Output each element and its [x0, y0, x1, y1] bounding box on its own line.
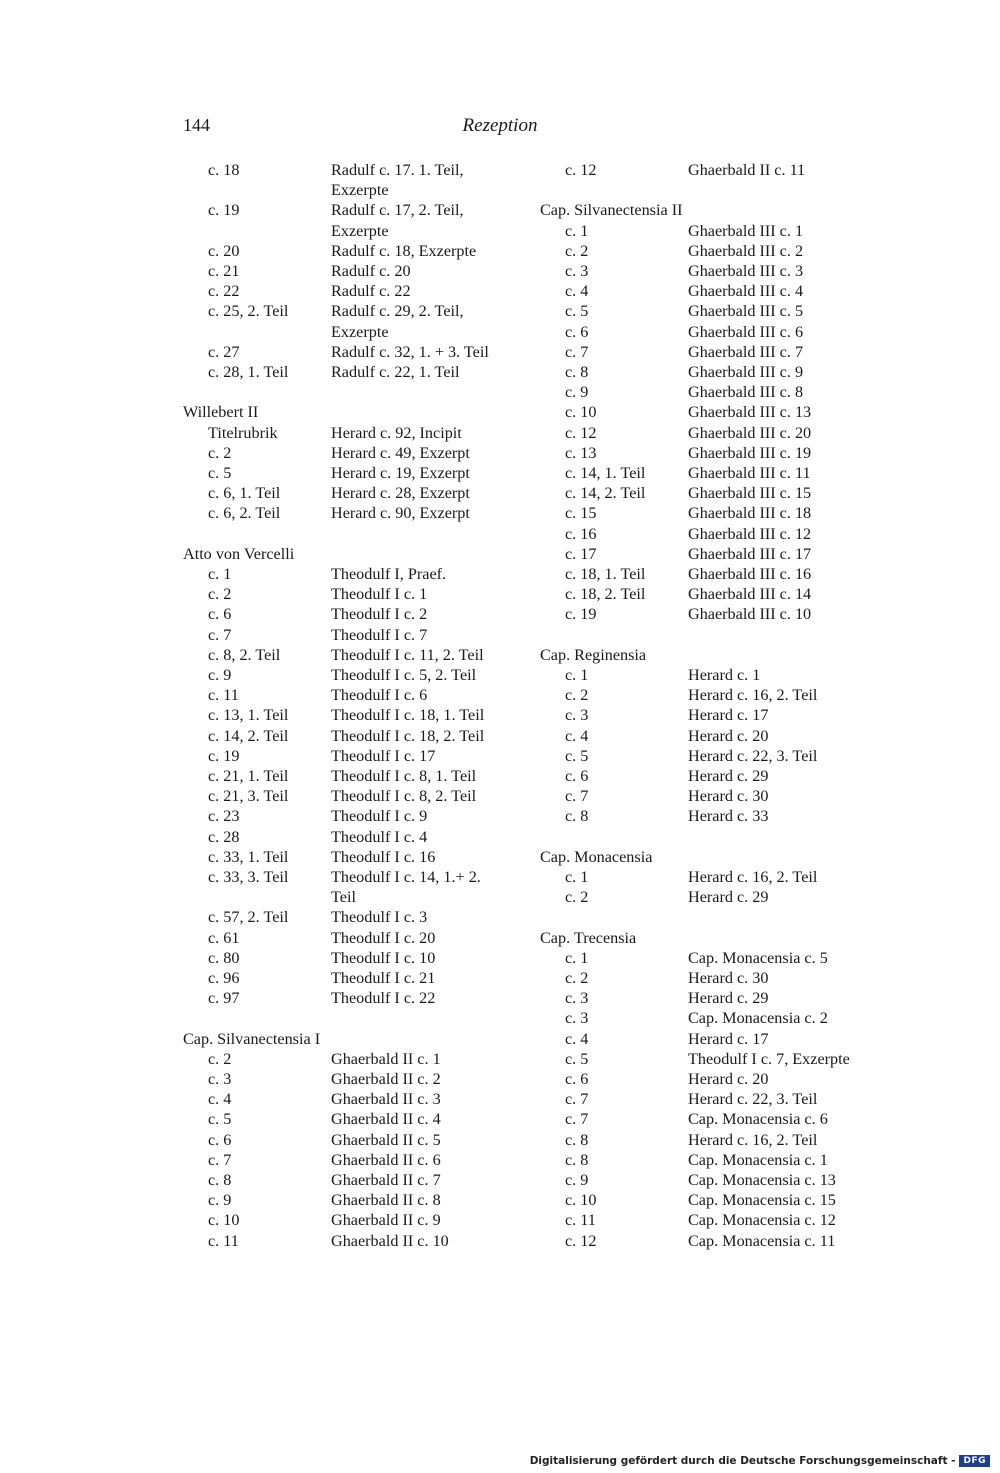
concordance-row [183, 685, 523, 705]
chapter-reference: c. 4 [565, 1029, 589, 1048]
chapter-reference: c. 2 [565, 888, 589, 907]
concordance-row [540, 726, 880, 746]
concordance-row [540, 443, 880, 463]
source-reference: Ghaerbald III c. 20 [688, 423, 812, 442]
concordance-row [540, 221, 880, 241]
concordance-row [183, 443, 523, 463]
concordance-block [540, 160, 880, 180]
concordance-row [540, 241, 880, 261]
source-reference: Herard c. 16, 2. Teil [688, 1130, 818, 1149]
chapter-reference: c. 6 [565, 322, 589, 341]
source-reference: Ghaerbald III c. 7 [688, 342, 804, 361]
source-reference: Theodulf I c. 14, 1.+ 2. Teil [331, 868, 481, 907]
concordance-row [540, 362, 880, 382]
concordance-row [540, 503, 880, 523]
right-column [540, 160, 880, 1251]
source-reference: Theodulf I c. 16 [331, 847, 436, 866]
concordance-row [540, 423, 880, 443]
chapter-reference: c. 20 [208, 241, 240, 260]
source-reference: Ghaerbald III c. 10 [688, 605, 812, 624]
concordance-row [540, 281, 880, 301]
concordance-row [183, 645, 523, 665]
source-reference: Theodulf I c. 21 [331, 969, 436, 988]
chapter-reference: c. 17 [565, 544, 597, 563]
source-reference: Ghaerbald II c. 2 [331, 1070, 441, 1089]
chapter-reference: c. 14, 2. Teil [208, 726, 289, 745]
chapter-reference: c. 18, 1. Teil [565, 565, 646, 584]
source-reference: Cap. Monacensia c. 6 [688, 1110, 828, 1129]
concordance-block [540, 928, 880, 1251]
concordance-row [183, 766, 523, 786]
concordance-row [183, 806, 523, 826]
concordance-block [540, 645, 880, 827]
concordance-row [540, 806, 880, 826]
chapter-reference: c. 1 [565, 221, 589, 240]
source-reference: Theodulf I c. 7 [331, 625, 428, 644]
chapter-reference: c. 18 [208, 161, 240, 179]
concordance-row [183, 928, 523, 948]
chapter-reference: c. 8 [565, 1150, 589, 1169]
source-reference: Theodulf I c. 10 [331, 948, 436, 967]
chapter-reference: c. 7 [565, 342, 589, 361]
chapter-reference: c. 2 [565, 969, 589, 987]
source-reference: Ghaerbald II c. 1 [331, 1049, 441, 1068]
source-reference: Theodulf I c. 5, 2. Teil [331, 666, 477, 685]
source-reference: Radulf c. 17, 2. Teil, Exzerpte [331, 201, 464, 240]
concordance-row [540, 604, 880, 624]
concordance-row [183, 746, 523, 766]
concordance-row [540, 1089, 880, 1109]
source-reference: Ghaerbald III c. 19 [688, 443, 812, 462]
chapter-reference: c. 9 [565, 1171, 589, 1190]
source-reference: Herard c. 1 [688, 666, 761, 685]
source-reference: Cap. Monacensia c. 15 [688, 1191, 836, 1210]
source-reference: Ghaerbald III c. 16 [688, 565, 812, 584]
source-reference: Theodulf I c. 9 [331, 807, 428, 826]
concordance-row [540, 867, 880, 887]
concordance-row [540, 1109, 880, 1129]
block-heading: Cap. Trecensia [540, 928, 637, 947]
source-reference: Theodulf I c. 8, 1. Teil [331, 767, 477, 786]
concordance-row [183, 968, 523, 988]
concordance-row [540, 1008, 880, 1028]
chapter-reference: c. 11 [208, 1231, 239, 1250]
chapter-reference: c. 19 [208, 201, 240, 220]
source-reference: Herard c. 20 [688, 1070, 769, 1089]
source-reference: Herard c. 17 [688, 1029, 769, 1048]
source-reference: Cap. Monacensia c. 1 [688, 1150, 828, 1169]
concordance-row [183, 1150, 523, 1170]
chapter-reference: c. 96 [208, 969, 240, 988]
chapter-reference: c. 7 [565, 1090, 589, 1109]
chapter-reference: c. 57, 2. Teil [208, 908, 289, 927]
concordance-row [540, 1231, 880, 1251]
chapter-reference: c. 4 [565, 726, 589, 745]
source-reference: Radulf c. 18, Exzerpte [331, 241, 477, 260]
source-reference: Theodulf I c. 7, Exzerpte [688, 1049, 850, 1068]
source-reference: Theodulf I c. 17 [331, 746, 436, 765]
concordance-row [183, 1130, 523, 1150]
concordance-row [540, 968, 880, 988]
source-reference: Cap. Monacensia c. 2 [688, 1009, 828, 1028]
concordance-row [183, 726, 523, 746]
concordance-row [540, 564, 880, 584]
chapter-reference: c. 21 [208, 262, 240, 281]
chapter-reference: c. 9 [208, 1191, 232, 1210]
concordance-row [183, 200, 523, 240]
source-reference: Radulf c. 29, 2. Teil, Exzerpte [331, 302, 464, 341]
chapter-reference: c. 6 [208, 1130, 232, 1149]
chapter-reference: c. 16 [565, 524, 597, 543]
source-reference: Cap. Monacensia c. 12 [688, 1211, 836, 1230]
concordance-row [540, 1210, 880, 1230]
chapter-reference: c. 19 [565, 605, 597, 624]
source-reference: Theodulf I c. 18, 2. Teil [331, 726, 485, 745]
concordance-row [540, 988, 880, 1008]
chapter-reference: c. 6 [565, 1070, 589, 1089]
concordance-row [540, 301, 880, 321]
source-reference: Ghaerbald III c. 1 [688, 221, 804, 240]
concordance-row [540, 160, 880, 180]
source-reference: Theodulf I c. 18, 1. Teil [331, 706, 485, 725]
concordance-row [183, 564, 523, 584]
concordance-row [183, 423, 523, 443]
chapter-reference: c. 5 [565, 302, 589, 321]
concordance-row [540, 402, 880, 422]
footer-text: Digitalisierung gefördert durch die Deutsche Forschungsgemeinschaft - [529, 1455, 956, 1467]
chapter-reference: c. 7 [208, 1150, 232, 1169]
chapter-reference: c. 8 [565, 807, 589, 826]
chapter-reference: c. 6 [208, 605, 232, 624]
dfg-logo: DFG [959, 1455, 990, 1467]
concordance-row [183, 705, 523, 725]
concordance-row [540, 1150, 880, 1170]
chapter-reference: c. 23 [208, 807, 240, 826]
source-reference: Herard c. 92, Incipit [331, 423, 462, 442]
source-reference: Ghaerbald III c. 14 [688, 585, 812, 604]
source-reference: Cap. Monacensia c. 13 [688, 1171, 836, 1190]
source-reference: Theodulf I c. 1 [331, 585, 428, 604]
concordance-row [540, 261, 880, 281]
block-heading: Willebert II [183, 403, 259, 422]
concordance-row [183, 503, 523, 523]
chapter-reference: c. 33, 1. Teil [208, 847, 289, 866]
chapter-reference: c. 1 [565, 868, 589, 887]
concordance-row [183, 867, 523, 907]
source-reference: Herard c. 33 [688, 807, 769, 826]
concordance-row [183, 1109, 523, 1129]
concordance-block [183, 160, 523, 382]
chapter-reference: c. 2 [565, 241, 589, 260]
chapter-reference: c. 80 [208, 948, 240, 967]
chapter-reference: c. 6, 1. Teil [208, 484, 281, 503]
source-reference: Radulf c. 17. 1. Teil, Exzerpte [331, 161, 464, 200]
source-reference: Ghaerbald II c. 5 [331, 1130, 441, 1149]
chapter-reference: c. 2 [208, 1049, 232, 1068]
chapter-reference: c. 22 [208, 282, 240, 301]
chapter-reference: c. 14, 1. Teil [565, 464, 646, 483]
source-reference: Ghaerbald II c. 4 [331, 1110, 441, 1129]
source-reference: Ghaerbald III c. 18 [688, 504, 812, 523]
concordance-row [183, 342, 523, 362]
source-reference: Herard c. 22, 3. Teil [688, 746, 818, 765]
chapter-reference: c. 12 [565, 423, 597, 442]
source-reference: Theodulf I c. 4 [331, 827, 428, 846]
concordance-row [540, 322, 880, 342]
left-column [183, 160, 523, 1251]
source-reference: Herard c. 90, Exzerpt [331, 504, 470, 523]
source-reference: Ghaerbald III c. 5 [688, 302, 804, 321]
chapter-reference: c. 6, 2. Teil [208, 504, 281, 523]
chapter-reference: c. 11 [208, 686, 239, 705]
source-reference: Cap. Monacensia c. 5 [688, 948, 828, 967]
concordance-row [540, 1190, 880, 1210]
chapter-reference: c. 19 [208, 746, 240, 765]
chapter-reference: c. 7 [565, 787, 589, 806]
source-reference: Ghaerbald III c. 15 [688, 484, 812, 503]
concordance-block [540, 200, 880, 624]
source-reference: Herard c. 30 [688, 787, 769, 806]
source-reference: Ghaerbald III c. 12 [688, 524, 812, 543]
source-reference: Ghaerbald III c. 17 [688, 544, 812, 563]
concordance-row [183, 827, 523, 847]
source-reference: Herard c. 22, 3. Teil [688, 1090, 818, 1109]
source-reference: Radulf c. 22, 1. Teil [331, 363, 460, 382]
chapter-reference: c. 15 [565, 504, 597, 523]
concordance-row [540, 1069, 880, 1089]
concordance-row [183, 1231, 523, 1251]
concordance-row [540, 685, 880, 705]
chapter-reference: c. 10 [565, 403, 597, 422]
chapter-reference: c. 8, 2. Teil [208, 645, 281, 664]
concordance-row [183, 241, 523, 261]
concordance-row [183, 948, 523, 968]
source-reference: Herard c. 17 [688, 706, 769, 725]
source-reference: Ghaerbald II c. 7 [331, 1171, 441, 1190]
source-reference: Cap. Monacensia c. 11 [688, 1231, 836, 1250]
concordance-row [183, 362, 523, 382]
source-reference: Ghaerbald III c. 6 [688, 322, 804, 341]
block-heading: Cap. Monacensia [540, 847, 653, 866]
source-reference: Herard c. 49, Exzerpt [331, 443, 470, 462]
chapter-reference: c. 1 [208, 565, 232, 583]
chapter-reference: c. 2 [565, 686, 589, 705]
chapter-reference: c. 10 [565, 1191, 597, 1210]
chapter-reference: c. 5 [208, 464, 232, 483]
page-number: 144 [183, 115, 210, 135]
concordance-row [540, 1049, 880, 1069]
source-reference: Radulf c. 22 [331, 282, 411, 301]
chapter-reference: c. 4 [208, 1090, 232, 1109]
source-reference: Ghaerbald III c. 2 [688, 241, 804, 260]
source-reference: Herard c. 28, Exzerpt [331, 484, 470, 503]
chapter-reference: c. 28 [208, 827, 240, 846]
chapter-reference: c. 97 [208, 989, 240, 1008]
source-reference: Ghaerbald III c. 4 [688, 282, 804, 301]
source-reference: Theodulf I c. 20 [331, 928, 436, 947]
chapter-reference: c. 9 [565, 383, 589, 402]
concordance-row [183, 786, 523, 806]
source-reference: Herard c. 29 [688, 767, 769, 786]
concordance-row [540, 786, 880, 806]
concordance-row [183, 847, 523, 867]
chapter-reference: c. 5 [565, 746, 589, 765]
concordance-row [183, 604, 523, 624]
chapter-reference: c. 3 [565, 989, 589, 1008]
source-reference: Ghaerbald III c. 9 [688, 363, 804, 381]
concordance-row [540, 483, 880, 503]
concordance-row [540, 766, 880, 786]
chapter-reference: c. 5 [208, 1110, 232, 1129]
concordance-row [540, 746, 880, 766]
running-head: Rezeption [462, 115, 538, 136]
chapter-reference: c. 8 [208, 1171, 232, 1190]
chapter-reference: c. 27 [208, 342, 240, 361]
source-reference: Ghaerbald II c. 11 [688, 161, 806, 179]
source-reference: Herard c. 20 [688, 726, 769, 745]
source-reference: Ghaerbald III c. 13 [688, 403, 812, 422]
concordance-row [183, 988, 523, 1008]
concordance-row [183, 665, 523, 685]
chapter-reference: c. 10 [208, 1211, 240, 1230]
chapter-reference: c. 7 [565, 1110, 589, 1129]
concordance-row [183, 1210, 523, 1230]
chapter-reference: c. 3 [208, 1070, 232, 1089]
block-heading: Cap. Silvanectensia II [540, 201, 683, 220]
chapter-reference: c. 8 [565, 363, 589, 381]
source-reference: Theodulf I c. 22 [331, 989, 436, 1008]
source-reference: Theodulf I c. 6 [331, 686, 428, 705]
chapter-reference: c. 21, 1. Teil [208, 767, 289, 786]
source-reference: Theodulf I, Praef. [331, 565, 447, 583]
concordance-row [540, 382, 880, 402]
chapter-reference: c. 18, 2. Teil [565, 585, 646, 604]
block-heading: Cap. Silvanectensia I [183, 1029, 321, 1048]
concordance-row [183, 584, 523, 604]
concordance-block [183, 1029, 523, 1251]
concordance-row [183, 463, 523, 483]
source-reference: Radulf c. 32, 1. + 3. Teil [331, 342, 489, 361]
chapter-reference: c. 25, 2. Teil [208, 302, 289, 321]
source-reference: Herard c. 29 [688, 888, 769, 907]
chapter-reference: c. 61 [208, 928, 240, 947]
chapter-reference: c. 13, 1. Teil [208, 706, 289, 725]
concordance-row [183, 281, 523, 301]
digitization-footer [530, 1455, 990, 1467]
chapter-reference: c. 12 [565, 1231, 597, 1250]
source-reference: Theodulf I c. 2 [331, 605, 428, 624]
source-reference: Ghaerbald III c. 3 [688, 261, 804, 280]
concordance-block [183, 544, 523, 1009]
concordance-row [183, 1170, 523, 1190]
concordance-row [540, 584, 880, 604]
chapter-reference: c. 1 [565, 948, 589, 967]
chapter-reference: c. 28, 1. Teil [208, 363, 289, 382]
concordance-row [183, 1069, 523, 1089]
source-reference: Ghaerbald III c. 8 [688, 383, 804, 402]
concordance-row [540, 342, 880, 362]
chapter-reference: Titelrubrik [208, 423, 278, 442]
concordance-row [540, 1170, 880, 1190]
concordance-row [183, 301, 523, 341]
source-reference: Herard c. 16, 2. Teil [688, 686, 818, 705]
concordance-row [540, 705, 880, 725]
chapter-reference: c. 21, 3. Teil [208, 787, 289, 806]
concordance-row [183, 483, 523, 503]
chapter-reference: c. 2 [208, 585, 232, 604]
source-reference: Theodulf I c. 11, 2. Teil [331, 645, 484, 664]
concordance-row [540, 948, 880, 968]
concordance-row [540, 524, 880, 544]
chapter-reference: c. 7 [208, 625, 232, 644]
concordance-row [540, 463, 880, 483]
source-reference: Ghaerbald II c. 9 [331, 1211, 441, 1230]
chapter-reference: c. 9 [208, 666, 232, 685]
chapter-reference: c. 14, 2. Teil [565, 484, 646, 503]
source-reference: Theodulf I c. 3 [331, 908, 428, 927]
source-reference: Herard c. 19, Exzerpt [331, 464, 470, 483]
concordance-row [540, 665, 880, 685]
concordance-row [183, 1089, 523, 1109]
source-reference: Radulf c. 20 [331, 262, 411, 281]
source-reference: Ghaerbald III c. 11 [688, 464, 811, 483]
chapter-reference: c. 4 [565, 282, 589, 301]
chapter-reference: c. 5 [565, 1049, 589, 1068]
source-reference: Herard c. 16, 2. Teil [688, 868, 818, 887]
chapter-reference: c. 3 [565, 706, 589, 725]
block-heading: Cap. Reginensia [540, 645, 647, 664]
chapter-reference: c. 8 [565, 1130, 589, 1149]
concordance-block [183, 402, 523, 523]
block-heading: Atto von Vercelli [183, 544, 295, 563]
concordance-row [540, 544, 880, 564]
concordance-row [540, 1130, 880, 1150]
concordance-row [183, 261, 523, 281]
chapter-reference: c. 11 [565, 1211, 596, 1230]
source-reference: Herard c. 30 [688, 969, 769, 987]
concordance-row [540, 1029, 880, 1049]
chapter-reference: c. 33, 3. Teil [208, 868, 289, 887]
source-reference: Ghaerbald II c. 8 [331, 1191, 441, 1210]
chapter-reference: c. 3 [565, 1009, 589, 1028]
chapter-reference: c. 2 [208, 443, 232, 462]
source-reference: Herard c. 29 [688, 989, 769, 1008]
concordance-row [540, 887, 880, 907]
source-reference: Ghaerbald II c. 6 [331, 1150, 441, 1169]
concordance-row [183, 1190, 523, 1210]
chapter-reference: c. 3 [565, 261, 589, 280]
source-reference: Ghaerbald II c. 3 [331, 1090, 441, 1109]
source-reference: Ghaerbald II c. 10 [331, 1231, 449, 1250]
chapter-reference: c. 12 [565, 161, 597, 179]
concordance-row [183, 907, 523, 927]
chapter-reference: c. 6 [565, 767, 589, 786]
concordance-row [183, 160, 523, 200]
chapter-reference: c. 1 [565, 666, 589, 685]
concordance-block [540, 847, 880, 908]
source-reference: Theodulf I c. 8, 2. Teil [331, 787, 477, 806]
chapter-reference: c. 13 [565, 443, 597, 462]
concordance-row [183, 1049, 523, 1069]
concordance-row [183, 625, 523, 645]
